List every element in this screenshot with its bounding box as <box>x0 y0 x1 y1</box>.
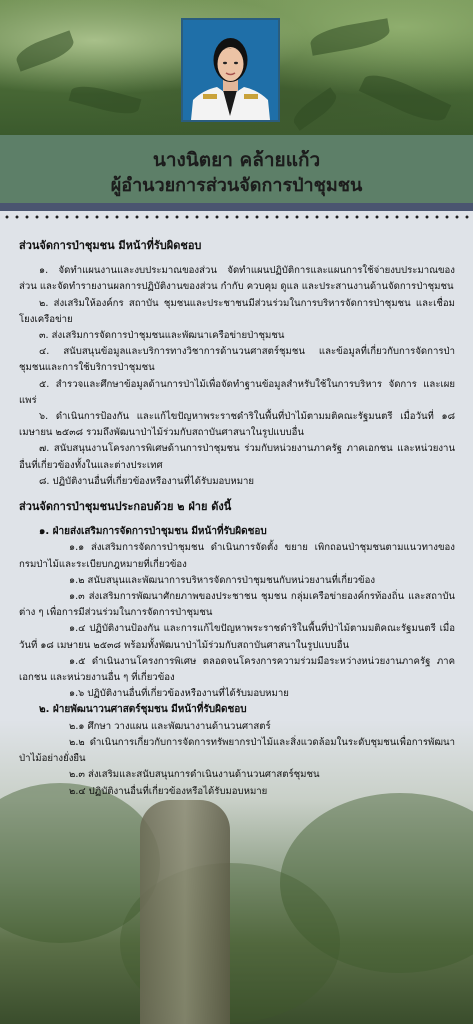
division2-title: ๒. ฝ่ายพัฒนาวนศาสตร์ชุมชน มีหน้าที่รับผิดชอบ <box>39 704 247 716</box>
division1-item: ๑.๓ ส่งเสริมการพัฒนาศักยภาพของประชาชน ชุมชน กลุ่มเครือข่ายองค์กรท้องถิ่น และสถาบันต่าง ๆ เพื่อการมีส่วนร่วมในการจัดการป่าชุมชน <box>19 591 455 619</box>
name-banner <box>0 135 473 203</box>
division1-item: ๑.๕ ดำเนินงานโครงการพิเศษ ตลอดจนโครงการความร่วมมือระหว่างหน่วยงานภาครัฐ ภาคเอกชน และหน่วยงานอื่น ๆ ที่เกี่ยวข้อง <box>19 655 455 684</box>
person-position: ผู้อำนวยการส่วนจัดการป่าชุมชน <box>110 175 363 196</box>
document-body <box>19 238 455 800</box>
person-name: นางนิตยา คล้ายแก้ว <box>152 149 321 171</box>
section1-item: ๗. สนับสนุนงานโครงการพิเศษด้านการป่าชุมชน ร่วมกับหน่วยงานภาครัฐ ภาคเอกชน และหน่วยงานอื่นที่เกี่ยวข้องทั้งในและต่างประเทศ <box>19 443 455 471</box>
section2-title: ส่วนจัดการป่าชุมชนประกอบด้วย ๒ ฝ่าย ดังนี้ <box>19 500 232 514</box>
forest-header-image <box>0 0 473 135</box>
division1-title: ๑. ฝ่ายส่งเสริมการจัดการป่าชุมชน มีหน้าที่รับผิดชอบ <box>39 526 267 538</box>
section1-item: ๔. สนับสนุนข้อมูลและบริการทางวิชาการด้านวนศาสตร์ชุมชน และข้อมูลที่เกี่ยวกับการจัดการป่าชุมชนและการใช้บริการป่าชุมชน <box>19 346 455 374</box>
section1-item: ๕. สำรวจและศึกษาข้อมูลด้านการป่าไม้เพื่อจัดทำฐานข้อมูลสำหรับใช้ในการบริหาร จัดการ และเผยแพร่ <box>19 378 455 406</box>
division2-item: ๒.๑ ศึกษา วางแผน และพัฒนางานด้านวนศาสตร์ <box>69 720 271 732</box>
section1-item: ๒. ส่งเสริมให้องค์กร สถาบัน ชุมชนและประชาชนมีส่วนร่วมในการบริหารจัดการป่าชุมชน และเชื่อมโยงเครือข่าย <box>19 297 455 325</box>
section1-item: ๘. ปฏิบัติงานอื่นที่เกี่ยวข้องหรืองานที่ได้รับมอบหมาย <box>39 475 255 487</box>
section1-item: ๓. ส่งเสริมการจัดการป่าชุมชนและพัฒนาเครือข่ายป่าชุมชน <box>39 330 285 342</box>
division1-item: ๑.๔ ปฏิบัติงานป้องกัน และการแก้ไขปัญหาพระราชดำริในพื้นที่ป่าไม้ตามมติคณะรัฐมนตรี เมื่อวันที่ ๑๘ เมษายน ๒๕๓๘ พร้อมทั้งพัฒนาป่าไม้ร่วมกับสถาบันศาสนาในรูปแบบอื่น <box>19 623 455 651</box>
division1-item: ๑.๒ สนับสนุนและพัฒนาการบริหารจัดการป่าชุมชนกับหน่วยงานที่เกี่ยวข้อง <box>69 574 376 586</box>
section1-item: ๖. ดำเนินการป้องกัน และแก้ไขปัญหาพระราชดำริในพื้นที่ป่าไม้ตามมติคณะรัฐมนตรี เมื่อวันที่ ๑๘ เมษายน ๒๕๓๘ รวมถึงพัฒนาป่าไม้ร่วมกับสถาบันศาสนาในรูปแบบอื่น <box>19 411 455 439</box>
dotted-divider <box>0 211 473 223</box>
division2-item: ๒.๔ ปฏิบัติงานอื่นที่เกี่ยวข้องหรือได้รับมอบหมาย <box>69 785 268 797</box>
division1-item: ๑.๑ ส่งเสริมการจัดการป่าชุมชน ดำเนินการจัดตั้ง ขยาย เพิกถอนป่าชุมชนตามแนวทางของกรมป่าไม้และระเบียบกฎหมายที่เกี่ยวข้อง <box>19 542 455 570</box>
division1-item: ๑.๖ ปฏิบัติงานอื่นที่เกี่ยวข้องหรืองานที่ได้รับมอบหมาย <box>69 688 289 700</box>
tree-trunk-image <box>140 800 230 1024</box>
portrait-photo <box>181 18 280 122</box>
section1-title: ส่วนจัดการป่าชุมชน มีหน้าที่รับผิดชอบ <box>19 239 202 252</box>
division2-item: ๒.๒ ดำเนินการเกี่ยวกับการจัดการทรัพยากรป่าไม้และสิ่งแวดล้อมในระดับชุมชนเพื่อการพัฒนาป่าไม้อย่างยั่งยืน <box>19 736 455 765</box>
section1-item: ๑. จัดทำแผนงานและงบประมาณของส่วน จัดทำแผนปฏิบัติการและแผนการใช้จ่ายงบประมาณของส่วน และจัดทำรายงานผลการปฏิบัติงานของส่วน กำกับ ควบคุม ดูแล และประสานงานด้านจัดการป่าชุมชน <box>19 265 455 293</box>
division2-item: ๒.๓ ส่งเสริมและสนับสนุนการดำเนินงานด้านวนศาสตร์ชุมชน <box>69 769 320 781</box>
divider-band <box>0 203 473 211</box>
